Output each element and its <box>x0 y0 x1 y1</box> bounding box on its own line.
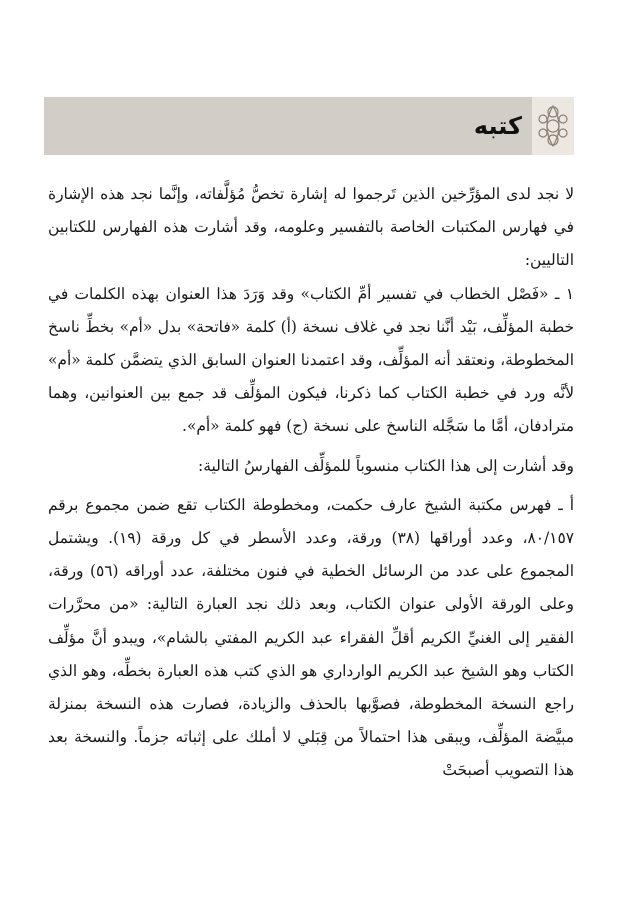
section-header-band <box>44 97 574 155</box>
paragraph: وقد أشارت إلى هذا الكتاب منسوباً للمؤلِّف الفهارسُ التالية: <box>198 456 574 475</box>
paragraph: لا نجد لدى المؤرِّخين الذين تَرجموا له إشارة تخصُّ مُؤلَّفاته، وإنَّما نجد هذه الإشارة في فهارس المكتبات الخاصة بالتفسير وعلومه، وقد أشارت هذه الفهارس للكتابين التاليين: <box>48 185 574 270</box>
body-text <box>48 178 574 788</box>
ornament-icon <box>532 97 574 155</box>
paragraph: أ ـ فهرس مكتبة الشيخ عارف حكمت، ومخطوطة الكتاب تقع ضمن مجموع برقم ٨٠/١٥٧، وعدد أوراقها (٣٨) ورقة، وعدد الأسطر في كل ورقة (١٩). ويشتمل المجموع على عدد من الرسائل الخطية في فنون مختلفة، عدد أوراقه (٥٦) ورقة، وعلى الورقة الأولى عنوان الكتاب، وبعد ذلك نجد العبارة التالية: «من محرَّرات الفقير إلى الغنيِّ الكريم أقلِّ الفقراء عبد الكريم المفتي بالشام»، ويبدو أنَّ مؤلِّف الكتاب وهو الشيخ عبد الكريم الوارداري هو الذي كتب هذه العبارة بخطِّه، وهو الذي راجع النسخة المخطوطة، فصوَّبها بالحذف والزيادة، فصارت هذه النسخة بمنزلة مبيَّضة المؤلِّف، ويبقى هذا احتمالاً من قِبَلي لا أملك على إثباته جزماً. والنسخة بعد هذا التصويب أصبحَتْ <box>48 495 574 780</box>
paragraph: ١ ـ «فَصْل الخطاب في تفسير أمِّ الكتاب» وقد وَرَدَ هذا العنوان بهذه الكلمات في خطبة المؤلِّف، بَيْد أنَّنا نجد في غلاف نسخة (أ) كلمة «فاتحة» بدل «أم» بخطِّ ناسخ المخطوطة، ونعتقد أنه المؤلِّف، وقد اعتمدنا العنوان السابق الذي يتضمَّن كلمة «أم» لأنَّه ورد في خطبة الكتاب كما ذكرنا، فيكون المؤلِّف قد جمع بين العنوانين، وهما مترادفان، أمَّا ما سَجَّله الناسخ على نسخة (ج) فهو كلمة «أم». <box>48 284 574 436</box>
section-title: كتبه <box>473 112 522 140</box>
